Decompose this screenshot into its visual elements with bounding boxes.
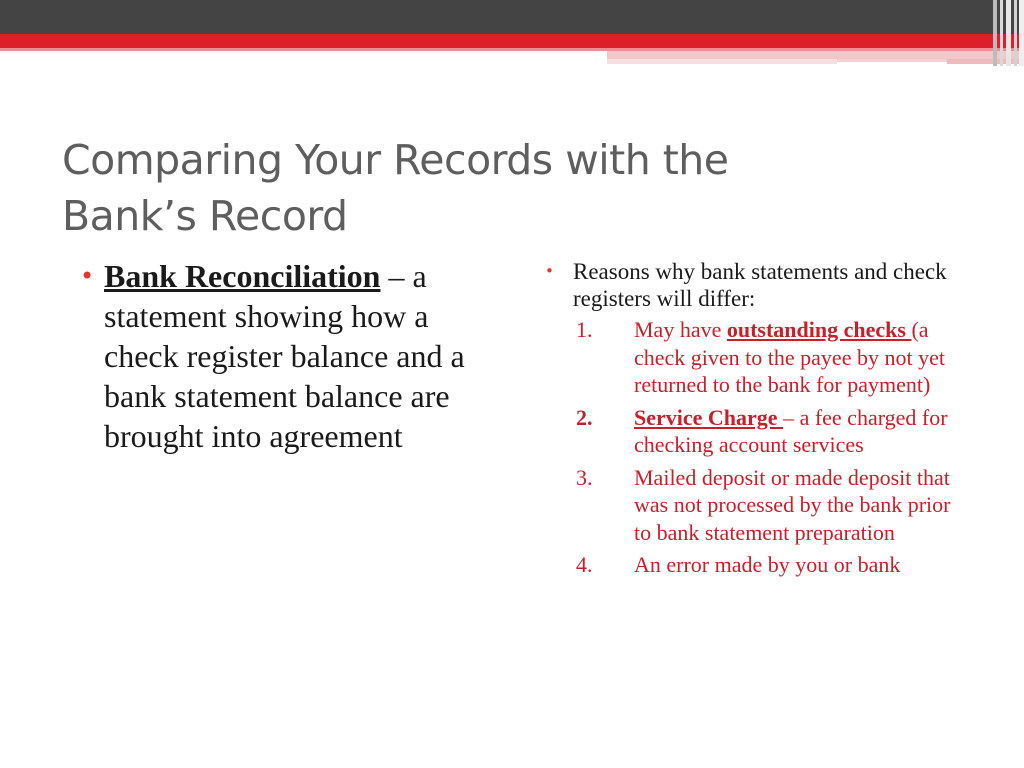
definition-term: Bank Reconciliation	[104, 258, 381, 294]
reason-number: 2.	[576, 404, 593, 430]
reason-detail: (a check given to the payee by not yet returned to the bank for payment)	[634, 317, 945, 397]
header-red-band	[0, 34, 1024, 48]
reason-item	[542, 404, 962, 459]
slide-title-line: Bank’s Record	[62, 192, 348, 240]
header-accent-stripe	[947, 59, 1024, 64]
bullet-icon: •	[545, 262, 554, 280]
reason-item	[542, 464, 962, 547]
reason-detail: An error made by you or bank	[634, 552, 901, 577]
left-content-column	[78, 256, 498, 456]
definition-text	[104, 256, 498, 456]
reason-term: outstanding checks	[726, 317, 912, 342]
header-dark-band	[0, 0, 1024, 34]
reason-number: 3.	[576, 464, 593, 490]
reasons-list	[542, 316, 962, 579]
slide-title-line: Comparing Your Records with the	[62, 136, 729, 184]
reason-detail: Mailed deposit or made deposit that was not processed by the bank prior to bank statement preparation	[634, 464, 951, 545]
header-vertical-stripe	[1006, 0, 1011, 66]
definition-body: – a statement showing how a check register balance and a bank statement balance are brought into agreement	[104, 258, 465, 454]
reason-text	[634, 465, 950, 545]
reason-number: 1.	[576, 317, 593, 342]
header-vertical-stripe	[1014, 0, 1017, 66]
reason-number: 4.	[576, 552, 593, 577]
reason-item	[542, 551, 962, 579]
slide-title	[62, 132, 862, 244]
reason-text	[634, 317, 945, 397]
reason-term: Service Charge	[634, 404, 784, 430]
reason-detail: – a fee charged for checking account services	[634, 404, 948, 457]
reasons-bullet-item	[542, 258, 962, 312]
header-vertical-stripe	[1000, 0, 1003, 66]
header-vertical-stripe	[1019, 0, 1024, 66]
reason-text	[634, 552, 900, 577]
header-accent-stripe	[837, 59, 947, 62]
header-vertical-stripe	[993, 0, 997, 66]
reasons-intro: Reasons why bank statements and check registers will differ:	[573, 259, 947, 311]
reason-prefix: May have	[634, 317, 727, 342]
header-accent-stripe	[607, 59, 837, 64]
definition-bullet-item	[78, 256, 498, 456]
bullet-icon: •	[80, 262, 95, 290]
reason-text	[634, 405, 948, 458]
right-content-column	[542, 258, 962, 584]
reason-item	[542, 316, 962, 399]
header-accent-stripe	[607, 51, 1024, 59]
